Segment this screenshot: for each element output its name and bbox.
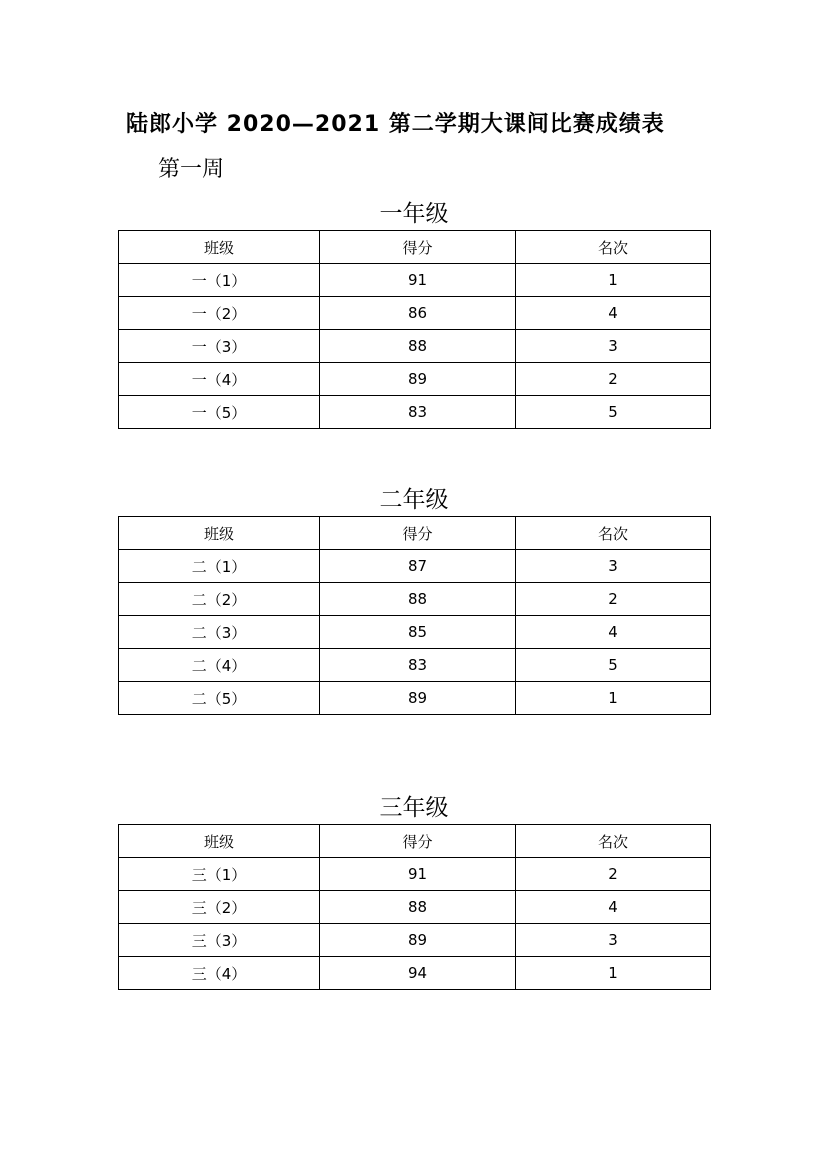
grade-3-table	[118, 824, 711, 990]
table-row	[119, 682, 711, 715]
header-class: 班级	[119, 825, 320, 858]
table-row	[119, 297, 711, 330]
table-row	[119, 330, 711, 363]
grade-3-title: 三年级	[379, 795, 449, 821]
grade-1-title: 一年级	[379, 201, 449, 227]
table-row	[119, 924, 711, 957]
header-class: 班级	[119, 231, 320, 264]
cell-class: 二（2）	[119, 583, 320, 616]
cell-class: 一（1）	[119, 264, 320, 297]
header-rank: 名次	[516, 825, 711, 858]
cell-score: 85	[320, 616, 516, 649]
cell-class: 三（2）	[119, 891, 320, 924]
cell-rank: 2	[516, 858, 711, 891]
header-rank: 名次	[516, 517, 711, 550]
cell-score: 87	[320, 550, 516, 583]
cell-score: 83	[320, 396, 516, 429]
cell-score: 89	[320, 924, 516, 957]
cell-rank: 2	[516, 363, 711, 396]
cell-score: 88	[320, 330, 516, 363]
cell-score: 83	[320, 649, 516, 682]
table-row	[119, 264, 711, 297]
cell-score: 89	[320, 363, 516, 396]
cell-rank: 3	[516, 330, 711, 363]
table-row	[119, 616, 711, 649]
grade-2-title: 二年级	[379, 487, 449, 513]
table-row	[119, 649, 711, 682]
table-row	[119, 583, 711, 616]
cell-rank: 4	[516, 891, 711, 924]
cell-rank: 3	[516, 550, 711, 583]
cell-rank: 5	[516, 649, 711, 682]
cell-class: 二（3）	[119, 616, 320, 649]
table-row	[119, 957, 711, 990]
grade-2-table	[118, 516, 711, 715]
cell-class: 一（4）	[119, 363, 320, 396]
table-header-row	[119, 825, 711, 858]
cell-class: 三（1）	[119, 858, 320, 891]
grade-1-table	[118, 230, 711, 429]
table-row	[119, 396, 711, 429]
table-row	[119, 891, 711, 924]
table-row	[119, 858, 711, 891]
cell-score: 88	[320, 891, 516, 924]
cell-class: 三（4）	[119, 957, 320, 990]
table-row	[119, 363, 711, 396]
cell-rank: 5	[516, 396, 711, 429]
cell-score: 91	[320, 264, 516, 297]
cell-class: 二（1）	[119, 550, 320, 583]
cell-rank: 4	[516, 297, 711, 330]
cell-rank: 1	[516, 957, 711, 990]
cell-rank: 1	[516, 682, 711, 715]
cell-score: 91	[320, 858, 516, 891]
cell-score: 88	[320, 583, 516, 616]
cell-score: 94	[320, 957, 516, 990]
cell-rank: 1	[516, 264, 711, 297]
cell-class: 二（4）	[119, 649, 320, 682]
header-class: 班级	[119, 517, 320, 550]
document-title: 陆郎小学 2020—2021 第二学期大课间比赛成绩表	[126, 112, 665, 137]
cell-class: 二（5）	[119, 682, 320, 715]
cell-score: 86	[320, 297, 516, 330]
cell-score: 89	[320, 682, 516, 715]
header-score: 得分	[320, 825, 516, 858]
cell-rank: 3	[516, 924, 711, 957]
header-score: 得分	[320, 231, 516, 264]
cell-class: 一（3）	[119, 330, 320, 363]
cell-class: 一（2）	[119, 297, 320, 330]
header-score: 得分	[320, 517, 516, 550]
cell-rank: 4	[516, 616, 711, 649]
table-row	[119, 550, 711, 583]
table-header-row	[119, 517, 711, 550]
table-header-row	[119, 231, 711, 264]
cell-rank: 2	[516, 583, 711, 616]
week-label: 第一周	[158, 157, 225, 182]
header-rank: 名次	[516, 231, 711, 264]
cell-class: 一（5）	[119, 396, 320, 429]
cell-class: 三（3）	[119, 924, 320, 957]
